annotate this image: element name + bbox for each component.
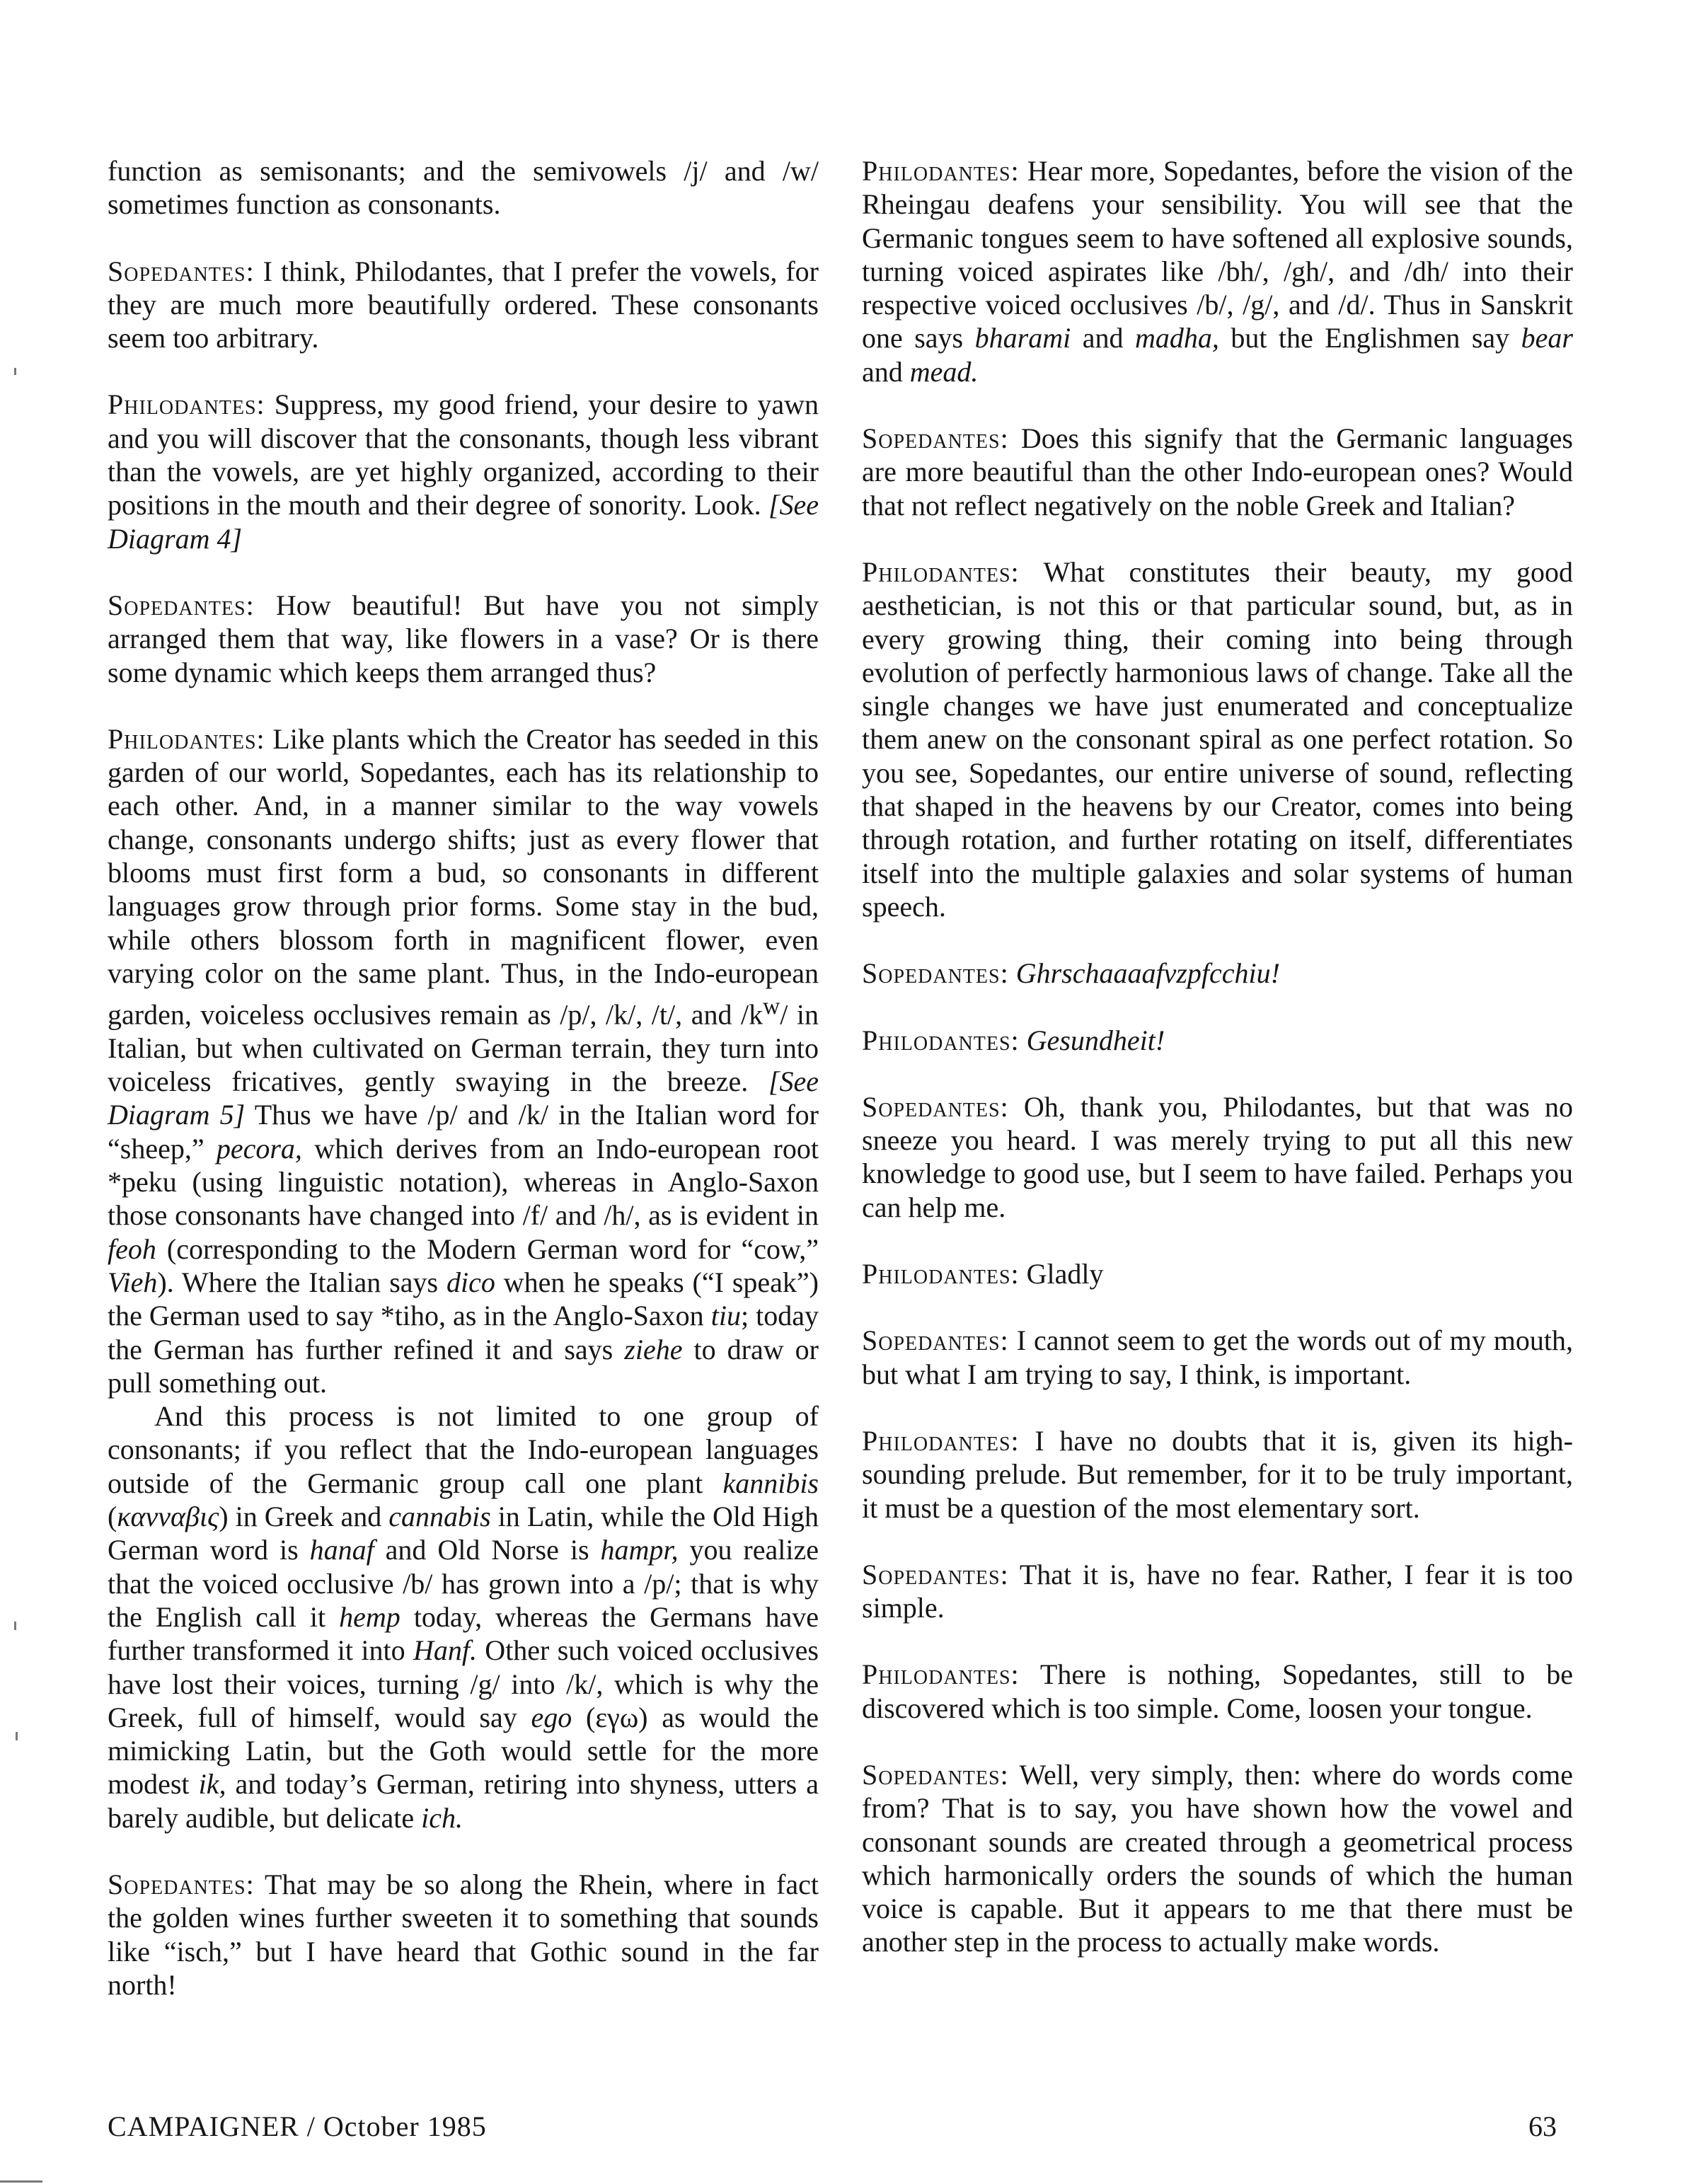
italic-word: feoh	[108, 1232, 156, 1265]
dialogue-paragraph	[862, 1324, 1573, 1391]
italic-word: madha,	[1134, 322, 1219, 354]
text-run: ; today the German has further refined it and says	[108, 1300, 819, 1365]
text-run: and today’s German, retiring into shyness, utters a barely audible, but delicate	[108, 1768, 819, 1834]
dialogue-paragraph	[108, 589, 819, 689]
dialogue-text: I cannot seem to get the words out of my mouth, but what I am trying to say, I think, is important.	[862, 1324, 1573, 1390]
paragraph-text: function as semisonants; and the semivowels /j/ and /w/ sometimes function as consonants.	[108, 155, 819, 221]
italic-word: cannabis	[388, 1501, 491, 1533]
italic-word: mead.	[909, 355, 979, 388]
dialogue-text: How beautiful! But have you not simply arranged them that way, like flowers in a vase? Or is there some dynamic which keeps them arranged thus?	[108, 589, 819, 688]
text-run: when he speaks (“I speak”) the German used to say *tiho, as in the Anglo-Saxon	[108, 1266, 819, 1332]
left-column	[108, 154, 819, 2035]
speaker-name: Philodantes:	[862, 1424, 1020, 1457]
dialogue-text: Gladly	[1026, 1258, 1104, 1290]
dialogue-paragraph	[108, 255, 819, 355]
italic-word: ziehe	[624, 1333, 683, 1365]
dialogue-paragraph	[862, 1658, 1573, 1725]
text-run: And this process is not limited to one group of consonants; if you reflect that the Indo-european languages outside of the Germanic group call one plant	[108, 1400, 819, 1499]
dialogue-paragraph	[862, 1424, 1573, 1525]
italic-word: Hanf.	[413, 1634, 477, 1667]
italic-word: ik,	[198, 1768, 226, 1801]
greek-word: κανναβις	[117, 1501, 219, 1533]
speaker-name: Sopedantes:	[862, 1090, 1009, 1123]
text-run: which derives from an Indo-european root *peku (using linguistic notation), whereas in Anglo-Saxon those consonants have changed into /f/ and /h/, as is evident in	[108, 1132, 819, 1232]
text-run: you realize that the voiced occlusive /b/ has grown into a /p/; that is why the English call it	[108, 1534, 819, 1633]
dialogue-text: Oh, thank you, Philodantes, but that was no sneeze you heard. I was merely trying to put all this new knowledge to good use, but I seem to have failed. Perhaps you can help me.	[862, 1090, 1574, 1223]
dialogue-text: Ghrschaaaafvzpfcchiu!	[1015, 957, 1280, 990]
italic-word: kannibis	[722, 1467, 819, 1499]
text-run: in Latin, while the Old High German word is	[108, 1501, 819, 1566]
dialogue-paragraph	[108, 388, 819, 555]
italic-word: dico	[446, 1266, 495, 1298]
text-run: today, whereas the Germans have further transformed it into	[108, 1600, 819, 1667]
scan-speck	[0, 2180, 42, 2183]
diagram-reference: [See Diagram 5]	[108, 1065, 819, 1131]
dialogue-paragraph	[862, 957, 1573, 990]
dialogue-paragraph	[108, 722, 819, 1399]
publication-footer: CAMPAIGNER / October 1985	[108, 2110, 487, 2142]
speaker-name: Sopedantes:	[108, 589, 255, 621]
dialogue-text: Does this signify that the Germanic languages are more beautiful than the other Indo-european ones? Would that not reflect negatively on the noble Greek and Italian?	[862, 422, 1573, 521]
dialogue-text: Suppress, my good friend, your desire to yawn and you will discover that the consonants, though less vibrant than the vowels, are yet highly organized, according to their positions in the mouth and their degree of sonority. Look.	[108, 388, 819, 521]
diagram-reference: [See Diagram 4]	[108, 489, 819, 555]
dialogue-text: Well, very simply, then: where do words come from? That is to say, you have shown how the vowel and consonant sounds are created through a geometrical process which harmonically orders the sounds of which the human voice is capable. But it appears to me that there must be another step in the process to actually make words.	[862, 1758, 1573, 1958]
dialogue-text: What constitutes their beauty, my good aesthetician, is not this or that particular sound, but, as in every growing thing, their coming into being through evolution of perfectly harmonious laws of change. Take all the single changes we have just enumerated and conceptualize them anew on the consonant spiral as one perfect rotation. So you see, Sopedantes, our entire universe of sound, reflecting that shaped in the heavens by our Creator, comes into being through rotation, and further rotating on itself, differentiates itself into the multiple galaxies and solar systems of human speech.	[862, 555, 1573, 923]
dialogue-text: That may be so along the Rhein, where in fact the golden wines further sweeten it to something that sounds like “isch,” but I have heard that Gothic sound in the far north!	[108, 1868, 819, 2001]
text-run: and	[862, 355, 910, 388]
dialogue-text: I think, Philodantes, that I prefer the vowels, for they are much more beautifully ordered. These consonants seem too arbitrary.	[108, 255, 819, 354]
italic-word: Vieh	[108, 1266, 158, 1298]
text-run: Like plants which the Creator has seeded in this garden of our world, Sopedantes, each has its relationship to each other. And, in a manner similar to the way vowels change, consonants undergo shifts; just as every flower that blooms must first form a bud, so consonants in different languages grow through prior forms. Some stay in the bud, while others blossom forth in magnificent flower, even varying color on the same plant. Thus, in the Indo-european garden, voiceless occlusives remain as /p/, /k/, /t/, and /k	[108, 722, 819, 1031]
italic-word: hemp	[339, 1600, 401, 1633]
text-run: but the Englishmen say	[1218, 322, 1521, 354]
text-run: ). Where the Italian says	[157, 1266, 446, 1298]
dialogue-text: Gesundheit!	[1026, 1024, 1165, 1056]
speaker-name: Philodantes:	[108, 722, 265, 755]
speaker-name: Philodantes:	[862, 555, 1020, 588]
text-run: Thus we have /p/ and /k/ in the Italian word for “sheep,”	[108, 1099, 819, 1165]
text-run: and	[1071, 322, 1135, 354]
speaker-name: Philodantes:	[862, 155, 1020, 187]
text-run: (	[572, 1701, 596, 1733]
text-run: Hear more, Sopedantes, before the vision of the Rheingau deafens your sensibility. You will see that the Germanic tongues seem to have softened all explosive sounds, turning voiced aspirates like /bh/, /gh/, and /dh/ into their respective voiced occlusives /b/, /g/, and /d/. Thus in Sanskrit one says	[862, 155, 1573, 354]
paragraph	[108, 1399, 819, 1835]
italic-word: hampr,	[600, 1534, 679, 1566]
text-run: ) as would the mimicking Latin, but the Goth would settle for the more modest	[108, 1701, 819, 1801]
dialogue-paragraph	[862, 1558, 1573, 1625]
speaker-name: Philodantes:	[862, 1258, 1020, 1290]
dialogue-text: I have no doubts that it is, given its high-sounding prelude. But remember, for it to be truly important, it must be a question of the most elementary sort.	[862, 1424, 1573, 1524]
scan-speck	[14, 368, 16, 375]
paragraph	[108, 154, 819, 221]
speaker-name: Philodantes:	[862, 1658, 1020, 1691]
page-number: 63	[1528, 2110, 1557, 2142]
speaker-name: Sopedantes:	[108, 1868, 255, 1900]
dialogue-paragraph	[862, 1758, 1573, 1959]
italic-word: bear	[1521, 322, 1573, 354]
dialogue-paragraph	[862, 154, 1573, 388]
right-column	[862, 154, 1573, 1992]
dialogue-text: That it is, have no fear. Rather, I fear it is too simple.	[862, 1558, 1573, 1624]
speaker-name: Sopedantes:	[862, 1758, 1009, 1791]
dialogue-paragraph	[862, 422, 1573, 522]
speaker-name: Sopedantes:	[108, 255, 255, 287]
italic-word: ego	[531, 1701, 572, 1733]
scan-speck	[14, 1622, 16, 1630]
text-run: / in Italian, but when cultivated on German terrain, they turn into voiceless fricatives, gently swaying in the breeze.	[108, 998, 819, 1098]
dialogue-text: There is nothing, Sopedantes, still to be discovered which is too simple. Come, loosen your tongue.	[862, 1658, 1573, 1724]
speaker-name: Sopedantes:	[862, 1324, 1009, 1357]
italic-word: tiu	[710, 1300, 741, 1332]
italic-word: pecora,	[216, 1132, 302, 1165]
dialogue-paragraph	[862, 1024, 1573, 1057]
italic-word: hanaf	[309, 1534, 374, 1566]
text-run: to draw or pull something out.	[108, 1333, 819, 1399]
greek-word: εγω	[595, 1701, 639, 1733]
italic-word: bharami	[974, 322, 1071, 354]
dialogue-paragraph	[862, 1090, 1573, 1224]
text-run: (	[108, 1501, 117, 1533]
text-run: Other such voiced occlusives have lost their voices, turning /g/ into /k/, which is why the Greek, full of himself, would say	[108, 1634, 819, 1733]
italic-word: ich.	[421, 1801, 463, 1834]
dialogue-paragraph	[862, 555, 1573, 923]
superscript: w	[763, 993, 780, 1020]
speaker-name: Sopedantes:	[862, 957, 1009, 990]
text-run: (corresponding to the Modern German word for “cow,”	[156, 1232, 819, 1265]
speaker-name: Philodantes:	[108, 388, 265, 421]
text-run: and Old Norse is	[374, 1534, 601, 1566]
dialogue-paragraph	[108, 1868, 819, 2001]
speaker-name: Philodantes:	[862, 1024, 1020, 1056]
scan-speck	[16, 1732, 18, 1740]
text-run: ) in Greek and	[219, 1501, 389, 1533]
speaker-name: Sopedantes:	[862, 422, 1009, 455]
dialogue-paragraph	[862, 1257, 1573, 1290]
speaker-name: Sopedantes:	[862, 1558, 1009, 1590]
